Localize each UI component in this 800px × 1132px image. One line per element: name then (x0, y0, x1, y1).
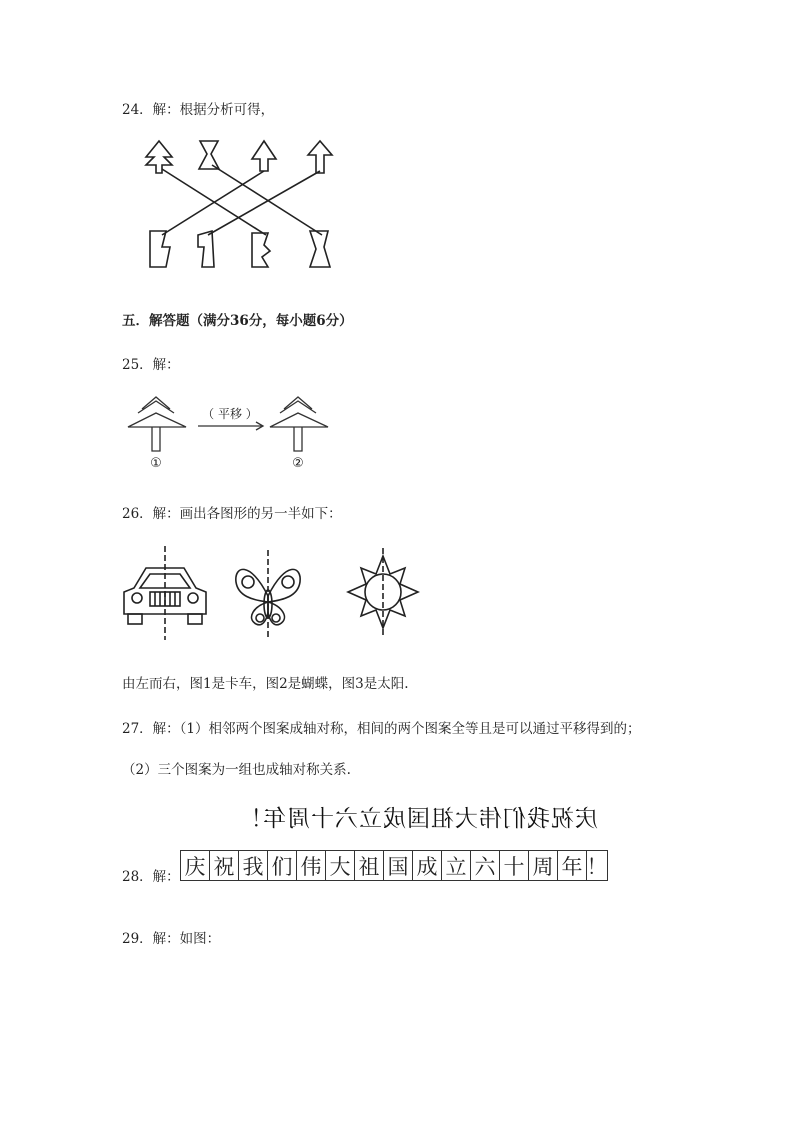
q26-label: 26．解：画出各图形的另一半如下： (122, 506, 342, 522)
char-cell: 伟 (296, 850, 326, 881)
q26-caption: 由左而右，图1是卡车，图2是蝴蝶，图3是太阳. (122, 676, 409, 692)
bottom-shape-3 (252, 233, 270, 267)
char-cell: 我 (238, 850, 268, 881)
char-cell: ！ (586, 850, 608, 881)
char-cell: 国 (383, 850, 413, 881)
tree-figure-2 (270, 397, 328, 427)
char-cell: 大 (325, 850, 355, 881)
mirrored-slogan: 庆祝我们伟大祖国成立六十周年！ (238, 806, 598, 832)
match-line (162, 171, 264, 235)
butterfly-figure (236, 550, 300, 640)
char-cell: 们 (267, 850, 297, 881)
car-figure (124, 546, 206, 640)
bottom-shape-1 (150, 231, 170, 267)
translation-figure (120, 393, 340, 475)
char-cell: 十 (499, 850, 529, 881)
char-cell: 立 (441, 850, 471, 881)
char-cell: 年 (557, 850, 587, 881)
char-cell: 庆 (180, 850, 210, 881)
tree-arrow-shape (252, 141, 276, 171)
q24-label: 24．解：根据分析可得， (122, 102, 275, 118)
q28-label: 28．解： (122, 869, 180, 885)
q27-line2: （2）三个图案为一组也成轴对称关系. (122, 762, 351, 778)
hourglass-shape (199, 141, 219, 169)
char-cell: 祝 (209, 850, 239, 881)
translation-label: （ 平移 ） (202, 407, 258, 421)
q27-line1: 27．解：（1）相邻两个图案成轴对称，相间的两个图案全等且是可以通过平移得到的； (122, 721, 641, 737)
bottom-shape-4 (310, 231, 330, 267)
double-arrow-shape (146, 141, 172, 173)
q25-label: 25．解： (122, 357, 180, 373)
char-cell: 六 (470, 850, 500, 881)
up-arrow-shape (308, 141, 332, 173)
match-line (212, 165, 322, 235)
char-cell: 周 (528, 850, 558, 881)
character-grid (180, 850, 608, 881)
matching-figure (140, 135, 340, 275)
section-title: 五．解答题（满分36分，每小题6分） (122, 313, 353, 329)
char-cell: 祖 (354, 850, 384, 881)
bottom-shape-2 (198, 231, 214, 267)
figure-1-label: ① (150, 456, 162, 471)
tree-figure-1 (128, 397, 186, 427)
symmetry-figures (120, 540, 440, 650)
figure-2-label: ② (292, 456, 304, 471)
q29-label: 29．解：如图： (122, 931, 221, 947)
match-line (208, 171, 320, 235)
char-cell: 成 (412, 850, 442, 881)
sun-figure (348, 548, 418, 636)
